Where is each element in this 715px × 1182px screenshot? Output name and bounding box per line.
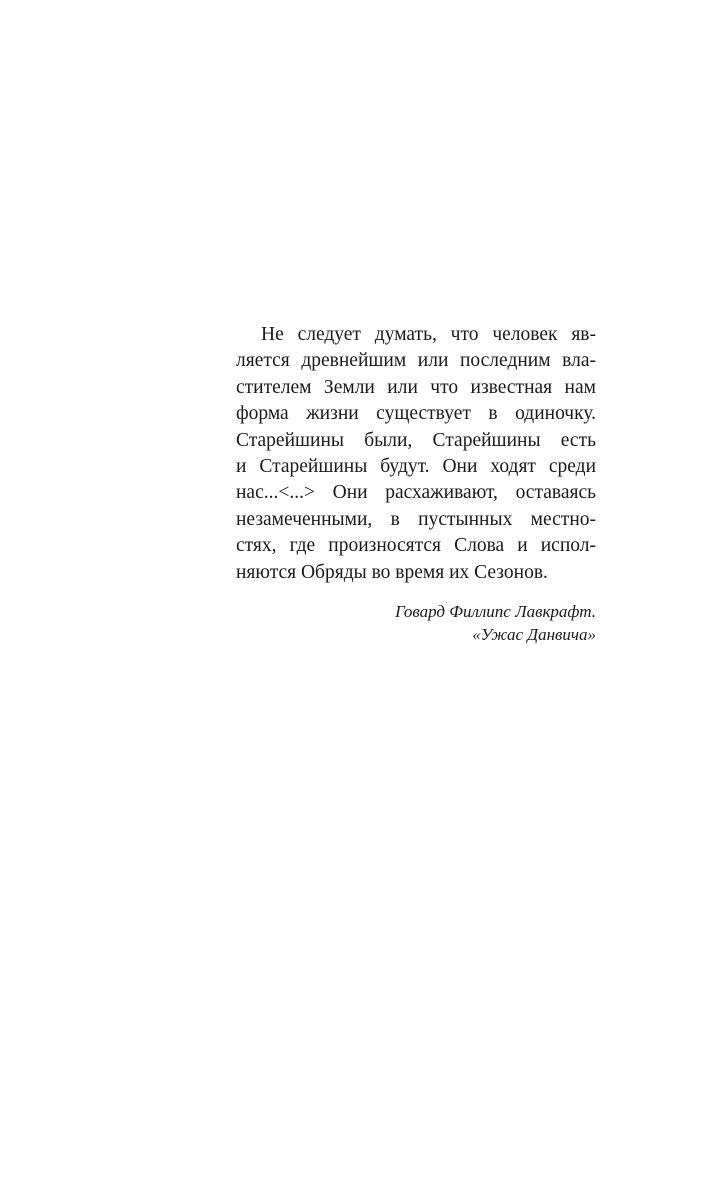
epigraph-line: няются Обряды во время их Сезонов. <box>236 561 548 583</box>
epigraph-line: нас...<...> Они расхаживают, оставаясь <box>236 482 596 504</box>
epigraph-line: форма жизни существует в одиночку. <box>236 403 596 425</box>
epigraph-line: и Старейшины будут. Они ходят среди <box>236 455 596 477</box>
epigraph-line: Старейшины были, Старейшины есть <box>236 429 596 451</box>
epigraph-line: Не следует думать, что человек яв- <box>261 324 596 345</box>
epigraph-line: стях, где произносятся Слова и испол- <box>236 535 596 557</box>
attribution-source: «Ужас Данвича» <box>472 624 596 644</box>
epigraph-text <box>236 322 596 586</box>
epigraph-line: стителем Земли или что известная нам <box>236 376 596 398</box>
epigraph-attribution <box>236 600 596 646</box>
epigraph-line: ляется древнейшим или последним вла- <box>236 350 596 372</box>
epigraph-line: незамеченными, в пустынных местно- <box>236 508 596 530</box>
epigraph <box>236 322 596 646</box>
attribution-author: Говард Филлипс Лавкрафт. <box>395 601 596 621</box>
